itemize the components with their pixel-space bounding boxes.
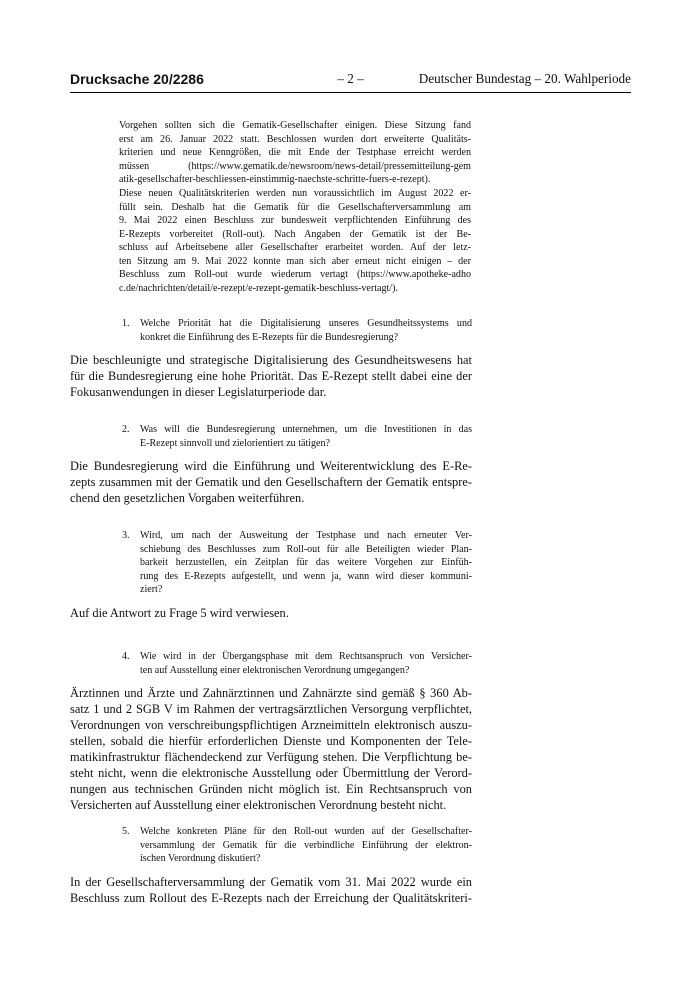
parliament-period: Deutscher Bundestag – 20. Wahlperiode [418, 71, 631, 86]
question-3: 3. Wird, um nach der Ausweitung der Testphase und nach erneuter Ver- schiebung des Beschlusses zum Roll-out für alle Beteiligten wieder Plan- barkeit herzustellen, ein Zeitplan für das weitere Vorgehen zur Einfüh- rung des E-Rezepts aufgestellt, und wenn ja, wann wird dieser kommuni- ziert? [122, 530, 472, 595]
header-rule [70, 92, 631, 93]
question-1: 1. Welche Priorität hat die Digitalisierung unseres Gesundheitssystems und konkret die Einführung des E-Rezepts für die Bundesregierung? [122, 318, 472, 343]
page-number: – 2 – [337, 71, 364, 86]
quote-paragraph-1: Vorgehen sollten sich die Gematik-Gesellschafter einigen. Diese Sitzung fand erst am 26. Januar 2022 statt. Beschlossen wurden dort erweiterte Qualitäts- kriterien und neue Kenngrößen, die mit Ende der Testphase erreicht werden müssen (https://www.gematik.de/newsroom/news-detail/pressemitteilung-gem atik-gesellschafter-beschliessen-einstimmig-naechste-schritte-fuers-e-rezept). [119, 120, 471, 185]
answer-1: Die beschleunigte und strategische Digitalisierung des Gesundheitswesens hat für die Bundesregierung eine hohe Priorität. Das E-Rezept stellt dabei eine der Fokusanwendungen in dieser Legislaturperiode dar. [70, 353, 472, 399]
answer-3: Auf die Antwort zu Frage 5 wird verwiesen. [70, 606, 289, 620]
question-5: 5. Welche konkreten Pläne für den Roll-out wurden auf der Gesellschafter- versammlung der Gematik für die verbindliche Einführung der elektron- ischen Verordnung diskutiert? [122, 826, 472, 864]
answer-5: In der Gesellschafterversammlung der Gematik vom 31. Mai 2022 wurde ein Beschluss zum Rollout des E-Rezepts nach der Erreichung der Qualitätskriteri- [70, 875, 472, 905]
document-number: Drucksache 20/2286 [70, 71, 204, 87]
answer-4: Ärztinnen und Ärzte und Zahnärztinnen und Zahnärzte sind gemäß § 360 Ab- satz 1 und 2 SGB V im Rahmen der vertragsärztlichen Versorgung verpflichtet, Verordnungen von verschreibungspflichtigen Arzneimitteln elektronisch auszu- stellen, sobald die hierfür erforderlichen Dienste und Komponenten der Tele- matikinfrastruktur flächendeckend zur Verfügung stehen. Die Verpflichtung be- steht nicht, wenn die elektronische Ausstellung oder Übermittlung der Verord- nungen aus technischen Gründen nicht möglich ist. Ein Rechtsanspruch von Versicherten auf Ausstellung einer elektronischen Verordnung besteht nicht. [70, 686, 472, 812]
page-header [70, 71, 631, 91]
quote-paragraph-2: Diese neuen Qualitätskriterien werden nun voraussichtlich im August 2022 er- füllt sein. Deshalb hat die Gematik für die Gesellschafterversammlung am 9. Mai 2022 einen Beschluss zur bundesweit verpflichtenden Einführung des E-Rezepts vorbereitet (Roll-out). Nach Angaben der Gematik ist der Be- schluss auf Arbeitsebene aller Gesellschafter erarbeitet worden. Auf der letz- ten Sitzung am 9. Mai 2022 konnte man sich aber erneut nicht einigen – der Beschluss zum Roll-out wurde wiederum vertagt (https://www.apotheke-adho c.de/nachrichten/detail/e-rezept/e-rezept-gematik-beschluss-vertagt/). [119, 188, 471, 294]
answer-2: Die Bundesregierung wird die Einführung und Weiterentwicklung des E-Re- zepts zusammen mit der Gematik und den Gesellschaftern der Gematik entspre- chend den gesetzlichen Vorgaben weiterführen. [70, 459, 472, 505]
question-4: 4. Wie wird in der Übergangsphase mit dem Rechtsanspruch von Versicher- ten auf Ausstellung einer elektronischen Verordnung umgegangen? [122, 651, 472, 676]
question-2: 2. Was will die Bundesregierung unternehmen, um die Investitionen in das E-Rezept sinnvoll und zielorientiert zu tätigen? [122, 424, 472, 449]
